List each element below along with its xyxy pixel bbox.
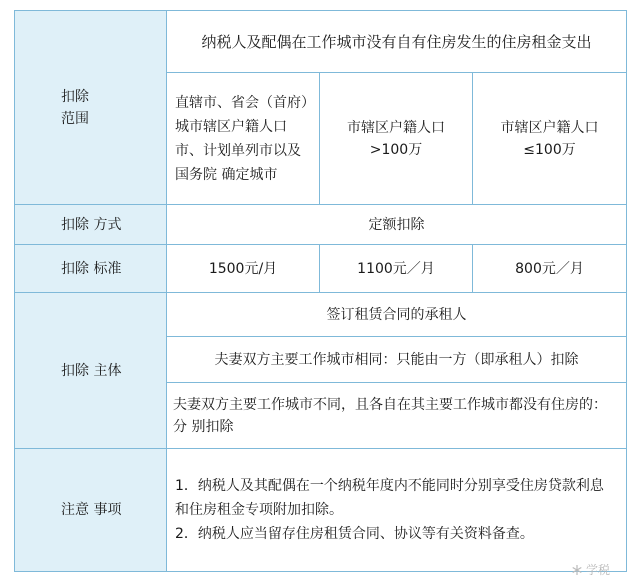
notes-cell [167, 449, 627, 572]
scope-label: 扣除 范围 [61, 88, 89, 127]
notes-label: 注意 事项 [61, 502, 122, 518]
method-label: 扣除 方式 [61, 216, 122, 233]
deduction-table [14, 10, 627, 572]
standard-label: 扣除 标准 [61, 260, 122, 277]
snowflake-logo-icon [571, 564, 583, 576]
standard-value-2: 1100元／月 [320, 245, 473, 293]
subject-label: 扣除 主体 [61, 362, 122, 379]
standard-label-cell [15, 245, 167, 293]
subject-row-3: 夫妻双方主要工作城市不同，且各自在其主要工作城市都没有住房的：分 别扣除 [167, 383, 627, 449]
scope-col-3: 市辖区户籍人口 ≤100万 [473, 73, 627, 205]
method-value: 定额扣除 [167, 205, 627, 245]
scope-label-cell [15, 11, 167, 205]
subject-row-1: 签订租赁合同的承租人 [167, 293, 627, 337]
notes-item-1: 1．纳税人及其配偶在一个纳税年度内不能同时分别享受住房贷款利息和住房租金专项附加扣除。 [175, 478, 604, 518]
method-label-cell [15, 205, 167, 245]
subject-row-2: 夫妻双方主要工作城市相同：只能由一方（即承租人）扣除 [167, 337, 627, 383]
watermark-text: 学税 [585, 563, 610, 577]
standard-value-3: 800元／月 [473, 245, 627, 293]
watermark [571, 561, 610, 578]
notes-item-2: 2．纳税人应当留存住房租赁合同、协议等有关资料备查。 [175, 526, 534, 542]
scope-col-2: 市辖区户籍人口 >100万 [320, 73, 473, 205]
scope-title: 纳税人及配偶在工作城市没有自有住房发生的住房租金支出 [167, 11, 627, 73]
standard-value-1: 1500元/月 [167, 245, 320, 293]
scope-col-1: 直辖市、省会（首府）城市辖区户籍人口市、计划单列市以及国务院 确定城市 [167, 73, 320, 205]
subject-label-cell [15, 293, 167, 449]
notes-label-cell [15, 449, 167, 572]
